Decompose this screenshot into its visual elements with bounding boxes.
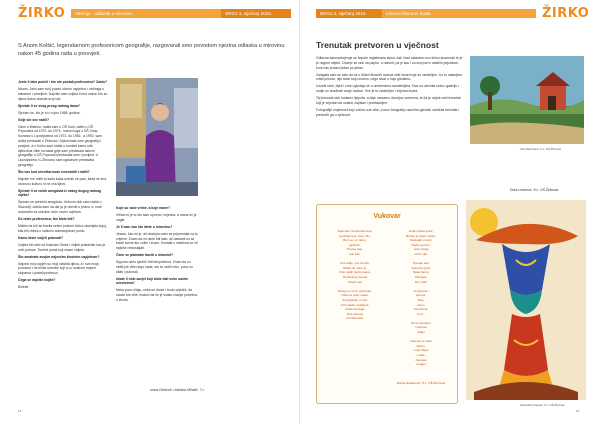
poem-line: Hrvatskog naroda: [342, 274, 368, 279]
poem-line: Pa i sad!: [414, 279, 428, 284]
issue-date-right: BROJ 3, siječanj 2016.: [316, 9, 382, 18]
poem-line: trenucima,: [413, 307, 429, 312]
poem-column-1: [325, 229, 385, 321]
poem-line: Godinama je stao i bio,: [339, 233, 371, 238]
poem-line: i slavimo: [414, 325, 428, 330]
article-paragraph: Tej trenutak dok hodamo lijepota, a daje nemamo dovoljno vremena, te da je uvijek neki trenutak koji je vrijedan da ostane zapisan i predstavljen.: [316, 96, 461, 105]
interview-question: Je li vam žao što idete u mirovinu?: [116, 224, 173, 229]
interview-question: Sjećate li se svog prvog radnog dana?: [18, 103, 80, 108]
interview-question: Do niste profesorica, što biste bili?: [18, 217, 75, 221]
poem-line: Neki na polju ostati,: [341, 293, 369, 298]
poem-line: Sve dalje, sve izmiče,: [340, 261, 370, 266]
poem-line: moje blago: [413, 348, 429, 353]
poem-line: Ustali sa kraja,: [344, 307, 366, 312]
interview-answer: Sigurna neću sjediti i biti besposlena. Znam da ću raditi još više nego sada, sto ću raditi vrtlo, puno ću čitati i putovati.: [116, 260, 193, 274]
magazine-logo: ŽIRKO: [18, 5, 66, 21]
poem-line: istom: [417, 302, 425, 307]
interview-answer: Voljela bih otići na Islanske Otoke i vidjeti pristaniše kao je ovih putova. Tražeći posla koji nisam vidjela.: [18, 242, 106, 252]
article-author: Dora Lenković, 8.c, OŠ Žirkovac: [510, 188, 559, 192]
poem-line: dalje!: [417, 330, 425, 335]
poem-line: Neka heroji,: [412, 270, 430, 275]
poem-line: volim njih.: [414, 251, 428, 256]
poem-line: Vukovar grad,: [411, 265, 431, 270]
poem-line: ostaje!: [416, 362, 426, 367]
poem-line: Radio goriva i: [411, 242, 431, 247]
poem-line: Dok pomozi: [346, 311, 364, 316]
interview-answer: Jesam, žao mi je, ali dostojno sam se pripremala za to vrijeme. Znam da mi neće biti lako, ali nastavit ću se baviti svime što volim i znam. Kontakt s mladima će mi najviše nedostajati.: [116, 231, 198, 251]
poem-line: Oduvjek,: [414, 274, 428, 279]
poem-box: [316, 204, 458, 404]
caption-top: Ana Radovanić, 8.c, OŠ Žirkovac: [520, 147, 562, 151]
caption-bottom: Sebastian Haesler, 8.c, OŠ Žirkovac: [520, 403, 565, 407]
interview-question: Imate li neki savjet koji biste dali svim našim učenicima?: [116, 276, 188, 286]
section-label: Intervju - odlazak u mirovinu: [71, 9, 221, 18]
right-header: [316, 6, 589, 20]
page-number-left: 14: [18, 409, 22, 413]
interview-answer: Neka puno čitaju, neka se druže i budu vrijedni, da nauče što više, budući da im je svako znanje potrebno u životu.: [116, 288, 198, 303]
poem-line: Bori se, uz ratnu,: [343, 238, 367, 243]
article-paragraph: Fotografije umjetnost koju volimo sve više, a kroz fotografiju naučimo gledati, zadržati trenutak i pretvoriti ga u vječnost.: [316, 107, 460, 117]
interview-answer: Najviše me ražiti to kada kada učenik ne pazi, kada ne zna osnovnu kulturu ni ne zna lijevo.: [18, 176, 107, 186]
interview-question: Gdje ste sve radili?: [18, 117, 50, 122]
interview-answer: Mislim da bih se bavila nekim poslom dobro obavljala kojoj, bila bih dobra u svakom animacijskom poslu.: [18, 223, 107, 233]
interview-column-2: [116, 206, 198, 305]
interview-question: Što smatrate svojim najvećim životnim uspjehom?: [18, 254, 100, 259]
poem-column-2: [391, 229, 451, 367]
painting-bottom: [466, 200, 586, 400]
interview-answer: Bolesti.: [18, 285, 30, 290]
interview-answer: Nisam. Jako sam svoj posao učinim uspješno i radimga s takodom i veseljem. Najviše sam voljela ti bud nakon što su djeca dobro obavila svoj rad.: [18, 86, 108, 101]
interview-answer: Vrlina mi je to što sam uporna i vrijedna, a mana mi je nagla.: [116, 212, 197, 222]
poem-line: gardistu,: [349, 242, 361, 247]
left-header: [18, 6, 291, 20]
poem-line: i nade,: [416, 353, 426, 358]
magazine-logo-right: ŽIRKO: [542, 5, 590, 21]
poem-signature: Marija Radanović, 8.c, OŠ Žirkovac: [396, 381, 446, 385]
poem-line: Je pjesma i: [413, 288, 429, 293]
interview-answer: Sjećam se, bio je to u rujnu 1968. godine.: [18, 110, 81, 115]
poem-line: Branio je grad i nade i: [405, 233, 437, 238]
article-paragraph: Zalagala sam se zato da se u blizini likovnih radova vide stvari koje su zanimljive. Uz to nastojimo crtati prirodu, nije stvar koju znamo, nego stvar u koju gledamo.: [316, 72, 463, 82]
poem-line: Dobro lekar jedni,: [408, 229, 434, 233]
poem-line: od zaborava.: [346, 316, 364, 321]
poem-line: Mnogi su za tu grad pali,: [338, 288, 372, 293]
interview-signature: Ivona Dinković i Adriana Mihalić, 7.c: [150, 388, 205, 392]
interview-answer: Najveći moj uspjeh su moji vlastita djeca, a i sva moja ponosna i na bivše učenike koji su u svakom mojem stopama i postali profesori.: [18, 261, 99, 276]
interview-question: Kamo biste voljeli putovati?: [18, 235, 64, 240]
poem-line: Sa ljubavlju u srcu,: [342, 297, 368, 302]
interview-question: Jeste li lako počeli i što ste postali profesorica? Zašto?: [18, 80, 108, 84]
page-number-right: 15: [576, 409, 580, 413]
teacher-photo-image: [116, 78, 198, 196]
article-body: [316, 56, 464, 120]
poem-line: Mi se sjećamo: [411, 320, 431, 325]
intro-paragraph: S Anom Kolšić, legendarnom profesoricom geografije, razgovarali smo povodom njezina odlaska u mirovinu nakon 45 godina rada u prosvjeti.: [18, 43, 285, 57]
poem-line: A hrvatsku uzdignuli,: [340, 302, 370, 307]
interview-question: Čime se planirate baviti u mirovini?: [116, 253, 174, 258]
poem-line: Pjevaju kao: [413, 261, 429, 266]
interview-answer: Sjećam se ponekih anegdota. Jednom dok sam radila u Slavoniji, dobila sam na dar ja je učenik u pravu, e, mali automobil za učenike ovim novim uvjetom.: [18, 200, 102, 215]
poem-line: Dijamant na Dunavu koji,: [337, 229, 373, 233]
poem-line: A mi...: [416, 311, 426, 316]
poem-line: Uvijek rad.: [347, 279, 363, 284]
poem-line: nije bilo.: [349, 251, 361, 256]
poem-line: Dok naših ljudi junaka,: [339, 270, 371, 275]
article-title: Trenutak pretvoren u vječnost: [316, 40, 439, 50]
issue-date: BROJ 3, siječanj 2016.: [221, 9, 291, 18]
interview-question: Što vas kod učenika može iznenaditi i ražiti?: [18, 169, 90, 174]
teacher-photo: [116, 78, 198, 196]
interview-question: Čega se najviše bojite?: [18, 278, 56, 283]
interview-question: Sjećate li se nekih anegdota iz vašeg dugog radnog vijeka?: [18, 188, 102, 198]
interview-question: Koje su vaše vrline, a koje mane?: [116, 206, 171, 210]
poem-line: Bog,: [417, 297, 425, 302]
poem-line: Oblak na nebu je,: [342, 265, 368, 270]
article-paragraph: Uzveši ruke, bijeli i crne ogledaju se u umetnicima ravnateljima. Dva su učenika ušla u galeriju i ondje su izrađivali svoje radove. Sve je to zanimljivo i vrijedno truda.: [316, 84, 459, 94]
painting-top: [470, 56, 584, 144]
poem-title: Vukovar: [373, 213, 401, 220]
poem-line: Nastojati u tami,: [409, 238, 433, 243]
interview-answer: Osim u Bistriku, radila sam u OŠ Koši, zatim u OŠ Popovača od 1970. do 1973., nakon toga u OŠ Josip Kozarac u Lipovljanima od 1973. do 1982., a 1992. sam došla predavati u Žirkovac. Diplomirala sam geografiju i povijest, a u Kutku sam radila u komitet kamo svih djelovima vlikh rucnada gdje sam predavala satove geografije u OŠ Popovači predavala sam i povijest. U Lipovljanima i u Žirkovcu sam uglavnom predavala geografiju.: [18, 124, 102, 167]
poem-line: Vukovar je naše: [409, 339, 433, 344]
article-paragraph: Odlazna samozatvjeruje se šepote registrirana skica, čak i kad nalazimo svu širinu stvarnosti te je je nogom objekt. Crtanje se radi na papiru, u rasveti, pa je kao i za svoj rad s ostalim pejzažom, kroz nas prolazi jedan po jedan.: [316, 56, 463, 70]
interview-column-1: [18, 80, 108, 292]
poem-line: zauvijek: [415, 357, 427, 362]
poem-line: dobro,: [416, 343, 426, 348]
poem-line: nebo dragi: [413, 247, 429, 252]
poem-line: oprosti,: [415, 293, 427, 298]
section-label-right: Likovno-literarni kutak: [382, 9, 536, 18]
poem-line: Prema ratu,: [346, 247, 364, 252]
